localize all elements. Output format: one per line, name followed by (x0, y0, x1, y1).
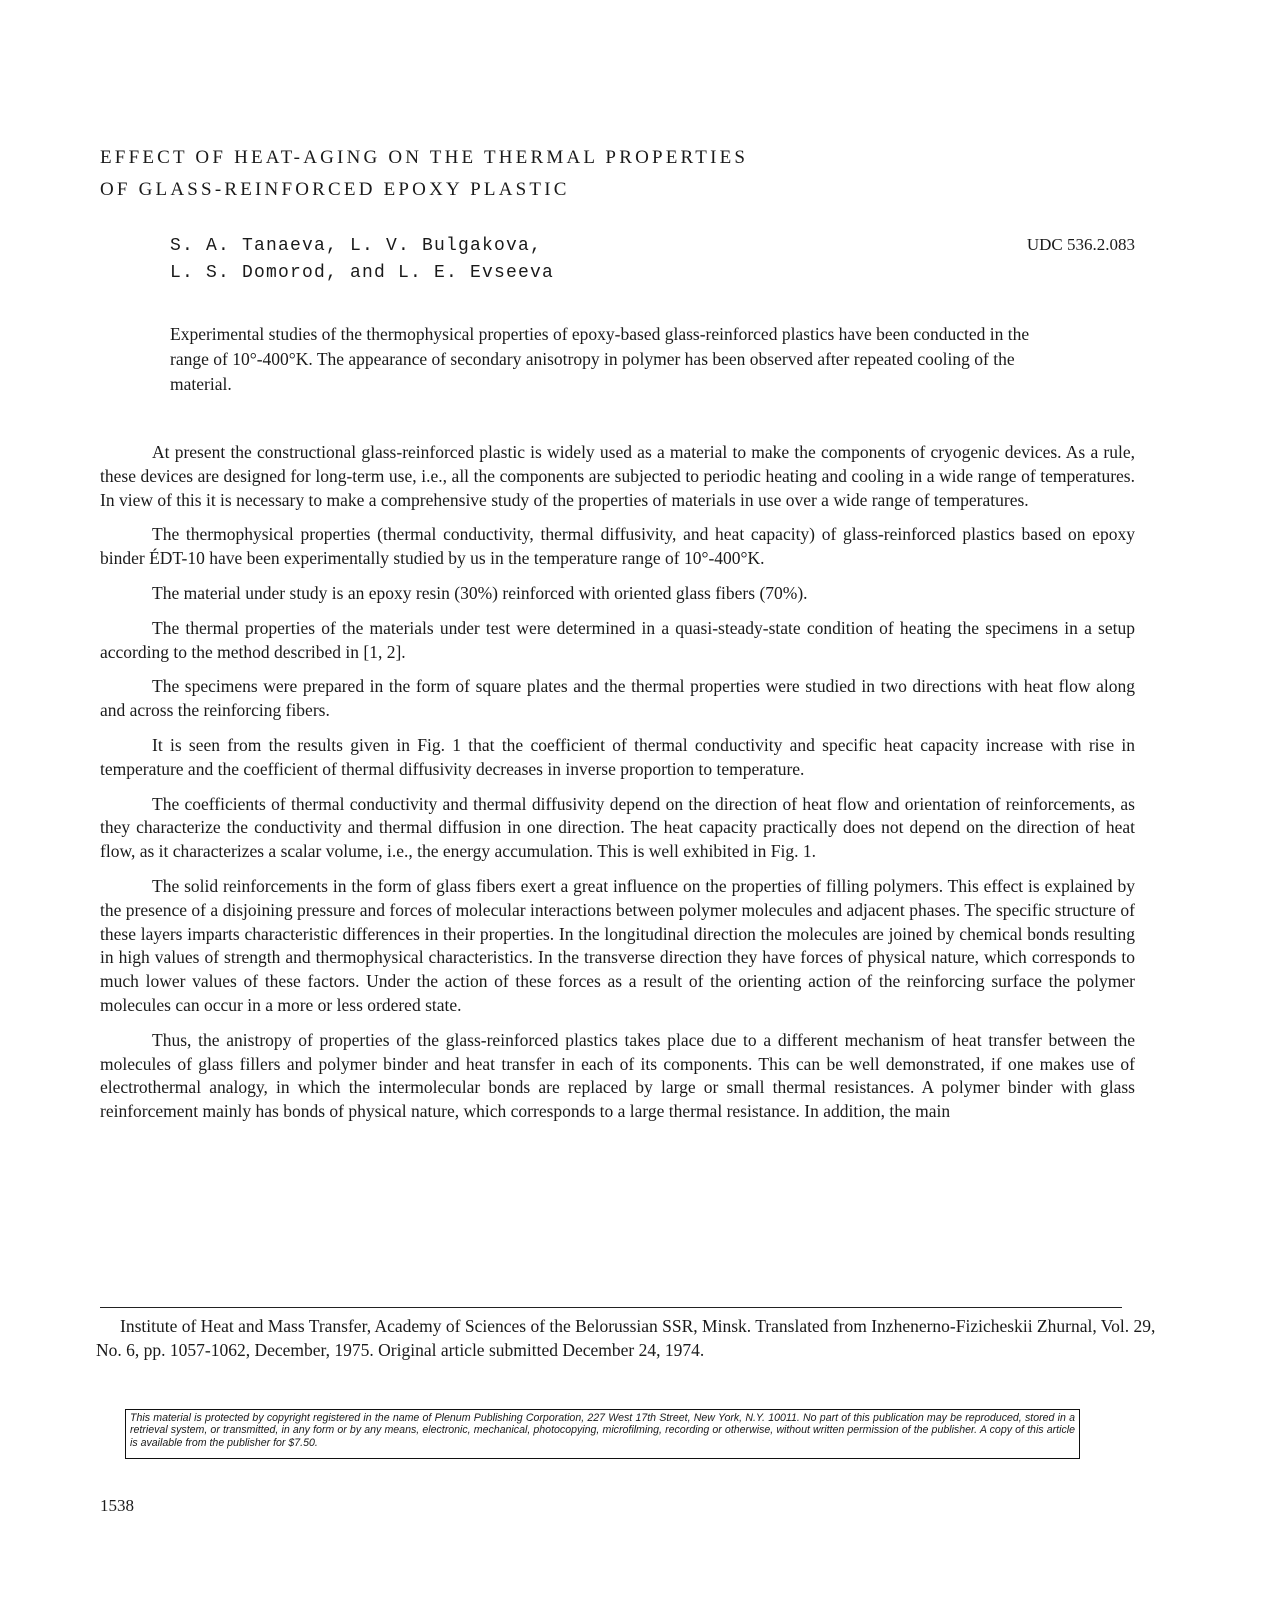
title-line-2: OF GLASS-REINFORCED EPOXY PLASTIC (100, 179, 570, 200)
title-line-1: EFFECT OF HEAT-AGING ON THE THERMAL PROPERTIES (100, 147, 749, 168)
body-text (100, 441, 1135, 1135)
copyright-notice: This material is protected by copyright registered in the name of Plenum Publishing Corporation, 227 West 17th Street, New York, N.Y. 10011. No part of this publication may be reproduced, stored in a retrieval system, or transmitted, in any form or by any means, electronic, mechanical, photocopying, microfilming, recording or otherwise, without written permission of the publisher. A copy of this article is available from the publisher for $7.50. (125, 1409, 1080, 1459)
paragraph: The thermal properties of the materials under test were determined in a quasi-steady-state condition of heating the specimens in a setup according to the method described in [1, 2]. (100, 617, 1135, 662)
footnote-divider (100, 1307, 1122, 1308)
author-line-1: S. A. Tanaeva, L. V. Bulgakova, (170, 236, 543, 256)
article-title (100, 146, 1000, 210)
author-line-2: L. S. Domorod, and L. E. Evseeva (170, 263, 555, 283)
paragraph: At present the constructional glass-reinforced plastic is widely used as a material to make the components of cryogenic devices. As a rule, these devices are designed for long-term use, i.e., all the components are subjected to periodic heating and cooling in a wide range of temperatures. In view of this it is necessary to make a comprehensive study of the properties of materials in use over a wide range of temperatures. (100, 442, 1135, 510)
paragraph: The solid reinforcements in the form of glass fibers exert a great influence on the properties of filling polymers. This effect is explained by the presence of a disjoining pressure and forces of molecular interactions between polymer molecules and adjacent phases. The specific structure of these layers imparts characteristic differences in their properties. In the longitudinal direction the molecules are joined by chemical bonds resulting in high values of strength and thermophysical characteristics. In the transverse direction they have forces of physical nature, which corresponds to much lower values of these factors. Under the action of these forces as a result of the orienting action of the reinforcing surface the polymer molecules can occur in a more or less ordered state. (100, 875, 1135, 1015)
author-list (170, 233, 870, 287)
affiliation-footnote (96, 1314, 1156, 1362)
paragraph: The specimens were prepared in the form of square plates and the thermal properties were studied in two directions with heat flow along and across the reinforcing fibers. (100, 676, 1135, 721)
abstract-text: Experimental studies of the thermophysical properties of epoxy-based glass-reinforced plastics have been conducted in the range of 10°-400°K. The appearance of secondary anisotropy in polymer has been observed after repeated cooling of the material. (170, 324, 1030, 394)
paragraph: The thermophysical properties (thermal conductivity, thermal diffusivity, and heat capacity) of glass-reinforced plastics based on epoxy binder ÉDT-10 have been experimentally studied by us in the temperature range of 10°-400°K. (100, 524, 1135, 569)
page-number: 1538 (100, 1496, 134, 1515)
paragraph: It is seen from the results given in Fig. 1 that the coefficient of thermal conductivity and specific heat capacity increase with rise in temperature and the coefficient of thermal diffusivity decreases in inverse proportion to temperature. (100, 734, 1135, 779)
udc-code: UDC 536.2.083 (1026, 235, 1135, 254)
paragraph: The material under study is an epoxy resin (30%) reinforced with oriented glass fibers (70%). (152, 582, 808, 603)
paragraph: Thus, the anistropy of properties of the glass-reinforced plastics takes place due to a different mechanism of heat transfer between the molecules of glass fillers and polymer binder and heat transfer in each of its components. This can be well demonstrated, if one makes use of electrothermal analogy, in which the intermolecular bonds are replaced by large or small thermal resistances. A polymer binder with glass reinforcement mainly has bonds of physical nature, which corresponds to a large thermal resistance. In addition, the main (100, 1029, 1135, 1122)
paragraph: The coefficients of thermal conductivity and thermal diffusivity depend on the direction of heat flow and orientation of reinforcements, as they characterize the conductivity and thermal diffusion in one direction. The heat capacity practically does not depend on the direction of heat flow, as it characterizes a scalar volume, i.e., the energy accumulation. This is well exhibited in Fig. 1. (100, 793, 1135, 862)
footnote-text: Institute of Heat and Mass Transfer, Academy of Sciences of the Belorussian SSR, Minsk. Translated from Inzhenerno-Fizicheskii Zhurnal, Vol. 29, No. 6, pp. 1057-1062, December, 1975. Original article submitted December 24, 1974. (96, 1316, 1156, 1360)
abstract (170, 322, 1030, 397)
